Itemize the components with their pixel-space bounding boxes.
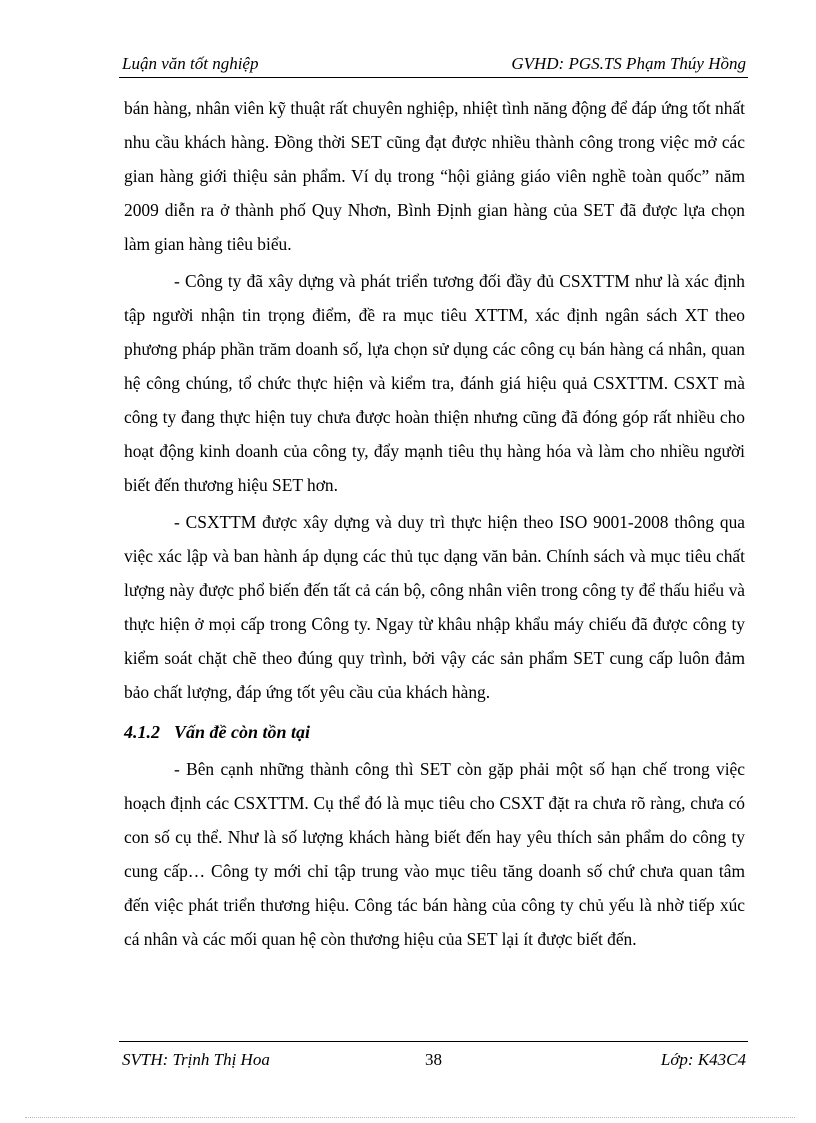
header-divider xyxy=(119,77,748,78)
footer-student: SVTH: Trịnh Thị Hoa xyxy=(122,1050,270,1069)
paragraph-iso-standard: - CSXTTM được xây dựng và duy trì thực hiện theo ISO 9001-2008 thông qua việc xác lập và ban hành áp dụng các thủ tục dạng văn bản. Chính sách và mục tiêu chất lượng này được phổ biến đến tất cả cán bộ, công nhân viên trong công ty để thấu hiểu và thực hiện ở mọi cấp trong Công ty. Ngay từ khâu nhập khẩu máy chiếu đã được công ty kiểm soát chặt chẽ theo đúng quy trình, bởi vậy các sản phẩm SET cung cấp luôn đảm bảo chất lượng, đáp ứng tốt yêu cầu của khách hàng. xyxy=(124,512,745,702)
page-body xyxy=(124,91,745,959)
page-number: 38 xyxy=(425,1050,442,1069)
page-header xyxy=(122,53,746,77)
section-heading xyxy=(124,712,745,752)
paragraph-promotion-policy: - Công ty đã xây dựng và phát triển tương đối đầy đủ CSXTTM như là xác định tập người nhận tin trọng điểm, đề ra mục tiêu XTTM, xác định ngân sách XT theo phương pháp phần trăm doanh số, lựa chọn sử dụng các công cụ bán hàng cá nhân, quan hệ công chúng, tổ chức thực hiện và kiểm tra, đánh giá hiệu quả CSXTTM. CSXT mà công ty đang thực hiện tuy chưa được hoàn thiện nhưng cũng đã đóng góp rất nhiều cho hoạt động kinh doanh của công ty, đẩy mạnh tiêu thụ hàng hóa và làm cho nhiều người biết đến thương hiệu SET hơn. xyxy=(124,271,745,495)
page-footer xyxy=(122,1049,746,1073)
header-advisor: GVHD: PGS.TS Phạm Thúy Hồng xyxy=(511,54,746,73)
header-thesis-label: Luận văn tốt nghiệp xyxy=(122,54,259,73)
section-number: 4.1.2 xyxy=(124,722,160,742)
paragraph-limitations: - Bên cạnh những thành công thì SET còn gặp phải một số hạn chế trong việc hoạch định các CSXTTM. Cụ thể đó là mục tiêu cho CSXT đặt ra chưa rõ ràng, chưa có con số cụ thể. Như là số lượng khách hàng biết đến hay yêu thích sản phẩm do công ty cung cấp… Công ty mới chỉ tập trung vào mục tiêu tăng doanh số chứ chưa quan tâm đến việc phát triển thương hiệu. Công tác bán hàng của công ty chủ yếu là nhờ tiếp xúc cá nhân và các mối quan hệ còn thương hiệu của SET lại ít được biết đến. xyxy=(124,759,745,949)
footer-divider xyxy=(119,1041,748,1042)
footer-class: Lớp: K43C4 xyxy=(660,1050,746,1069)
section-title: Vấn đề còn tồn tại xyxy=(174,722,311,742)
paragraph-continued: bán hàng, nhân viên kỹ thuật rất chuyên nghiệp, nhiệt tình năng động để đáp ứng tốt nhất nhu cầu khách hàng. Đồng thời SET cũng đạt được nhiều thành công trong việc mở các gian hàng giới thiệu sản phẩm. Ví dụ trong “hội giảng giáo viên nghề toàn quốc” năm 2009 diễn ra ở thành phố Quy Nhơn, Bình Định gian hàng của SET đã được lựa chọn làm gian hàng tiêu biểu. xyxy=(124,98,745,254)
page-bottom-dotted-line xyxy=(25,1117,795,1118)
